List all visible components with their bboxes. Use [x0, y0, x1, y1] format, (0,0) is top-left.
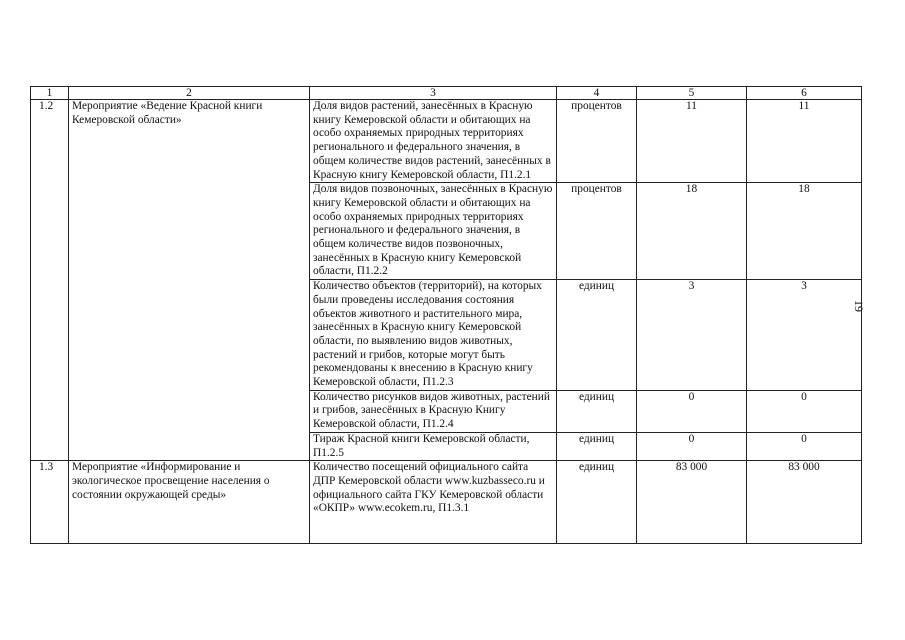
header-row — [31, 87, 862, 100]
unit-cell: единиц — [557, 461, 637, 544]
section-number: 1.2 — [31, 100, 69, 461]
col-header-1: 1 — [31, 87, 69, 100]
value-col5: 3 — [637, 280, 747, 391]
table-row — [31, 100, 862, 183]
unit-cell: единиц — [557, 280, 637, 391]
indicator-text: Количество объектов (территорий), на которых были проведены исследования состояния объектов животного и растительного мира, занесённых в Красную книгу Кемеровской области, по выявлению видов животных, растений и грибов, которые могут быть рекомендованы к внесению в Красную книгу Кемеровской области, П1.2.3 — [310, 280, 557, 391]
event-name: Мероприятие «Информирование и экологическое просвещение населения о состоянии окружающей среды» — [69, 461, 310, 544]
unit-cell: процентов — [557, 100, 637, 183]
col-header-6: 6 — [747, 87, 862, 100]
unit-cell: процентов — [557, 183, 637, 280]
value-col6: 3 — [747, 280, 862, 391]
value-col6: 0 — [747, 390, 862, 432]
col-header-4: 4 — [557, 87, 637, 100]
value-col5: 18 — [637, 183, 747, 280]
col-header-5: 5 — [637, 87, 747, 100]
value-col5: 0 — [637, 432, 747, 460]
value-col6: 11 — [747, 100, 862, 183]
indicator-text: Доля видов растений, занесённых в Красную книгу Кемеровской области и обитающих на особо охраняемых природных территориях регионального и федерального значения, в общем количестве видов растений, занесённых в Красную книгу Кемеровской области, П1.2.1 — [310, 100, 557, 183]
page-number: 19 — [852, 300, 866, 312]
value-col5: 0 — [637, 390, 747, 432]
value-col6: 83 000 — [747, 461, 862, 544]
indicator-text: Тираж Красной книги Кемеровской области, П1.2.5 — [310, 432, 557, 460]
col-header-2: 2 — [69, 87, 310, 100]
unit-cell: единиц — [557, 432, 637, 460]
unit-cell: единиц — [557, 390, 637, 432]
indicators-table — [30, 86, 862, 544]
indicator-text: Количество рисунков видов животных, растений и грибов, занесённых в Красную Книгу Кемеровской области, П1.2.4 — [310, 390, 557, 432]
table-row — [31, 461, 862, 544]
event-name: Мероприятие «Ведение Красной книги Кемеровской области» — [69, 100, 310, 461]
indicator-text: Доля видов позвоночных, занесённых в Красную книгу Кемеровской области и обитающих на особо охраняемых природных территориях регионального и федерального значения, в общем количестве видов позвоночных, занесённых в Красную книгу Кемеровской области, П1.2.2 — [310, 183, 557, 280]
section-number: 1.3 — [31, 461, 69, 544]
value-col5: 11 — [637, 100, 747, 183]
value-col5: 83 000 — [637, 461, 747, 544]
value-col6: 18 — [747, 183, 862, 280]
value-col6: 0 — [747, 432, 862, 460]
indicator-text: Количество посещений официального сайта ДПР Кемеровской области www.kuzbasseco.ru и официального сайта ГКУ Кемеровской области «ОКПР» www.ecokem.ru, П1.3.1 — [310, 461, 557, 544]
col-header-3: 3 — [310, 87, 557, 100]
